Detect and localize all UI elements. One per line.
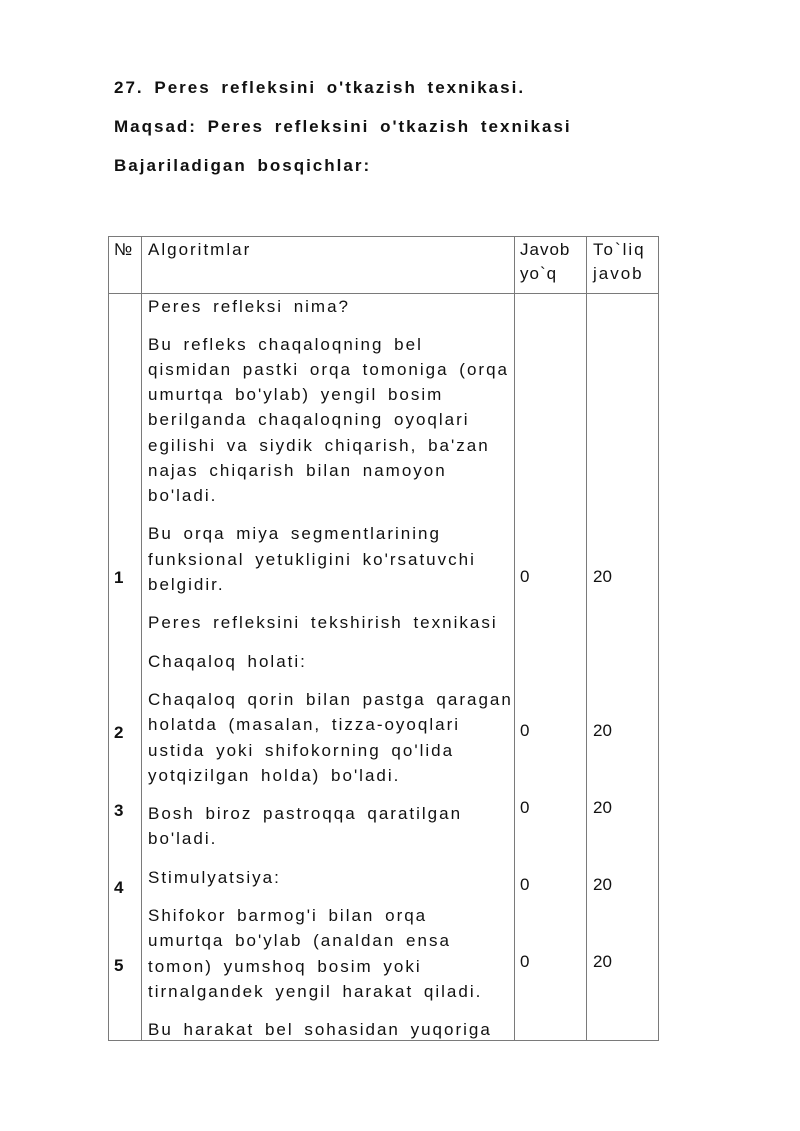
table-bottom-border xyxy=(108,1040,659,1041)
row-number: 2 xyxy=(114,723,124,742)
text-line: umurtqa bo'ylab) yengil bosim xyxy=(148,385,444,404)
col-divider-3 xyxy=(586,236,587,1041)
score-full-answer: 20 xyxy=(593,875,612,894)
text-line: Bu orqa miya segmentlarining xyxy=(148,524,441,543)
text-line: najas chiqarish bilan namoyon xyxy=(148,461,447,480)
text-line: berilganda chaqaloqning oyoqlari xyxy=(148,410,470,429)
row-number: 3 xyxy=(114,801,124,820)
text-line: yotqizilgan holda) bo'ladi. xyxy=(148,766,401,785)
text-line: qismidan pastki orqa tomoniga (orqa xyxy=(148,360,509,379)
text-line: Chaqaloq qorin bilan pastga qaragan xyxy=(148,690,513,709)
text-line: ustida yoki shifokorning qo'lida xyxy=(148,741,455,760)
text-line: egilishi va siydik chiqarish, ba'zan xyxy=(148,436,490,455)
text-line: belgidir. xyxy=(148,575,225,594)
text-line: umurtqa bo'ylab (analdan ensa xyxy=(148,931,451,950)
text-line: Peres refleksi nima? xyxy=(148,297,351,316)
score-no-answer: 0 xyxy=(520,875,530,894)
text-line: Bu refleks chaqaloqning bel xyxy=(148,335,423,354)
score-full-answer: 20 xyxy=(593,721,612,740)
col-header-no-answer-1: Javob xyxy=(520,240,571,259)
row-number: 5 xyxy=(114,956,124,975)
table-left-border xyxy=(108,236,109,1041)
text-line: funksional yetukligini ko'rsatuvchi xyxy=(148,550,476,569)
text-line: Stimulyatsiya: xyxy=(148,868,281,887)
col-header-full-answer-1: To`liq xyxy=(593,240,646,259)
score-no-answer: 0 xyxy=(520,952,530,971)
header-bottom-border xyxy=(108,293,659,294)
row-number: 4 xyxy=(114,878,124,897)
score-no-answer: 0 xyxy=(520,567,530,586)
col-divider-1 xyxy=(141,236,142,1041)
col-header-number: № xyxy=(114,240,133,259)
steps-heading: Bajariladigan bosqichlar: xyxy=(114,156,372,175)
row-number: 1 xyxy=(114,568,124,587)
text-line: tirnalgandek yengil harakat qiladi. xyxy=(148,982,483,1001)
text-line: Chaqaloq holati: xyxy=(148,652,307,671)
score-full-answer: 20 xyxy=(593,567,612,586)
col-header-no-answer-2: yo`q xyxy=(520,264,558,283)
col-header-full-answer-2: javob xyxy=(593,264,644,283)
text-line: bo'ladi. xyxy=(148,486,218,505)
table-top-border xyxy=(108,236,659,237)
text-line: Bosh biroz pastroqqa qaratilgan xyxy=(148,804,463,823)
col-header-algorithms: Algoritmlar xyxy=(148,240,252,259)
page-title: 27. Peres refleksini o'tkazish texnikasi. xyxy=(114,78,526,97)
text-line: Bu harakat bel sohasidan yuqoriga xyxy=(148,1020,492,1039)
text-line: tomon) yumshoq bosim yoki xyxy=(148,957,422,976)
text-line: bo'ladi. xyxy=(148,829,218,848)
text-line: Peres refleksini tekshirish texnikasi xyxy=(148,613,498,632)
text-line: Shifokor barmog'i bilan orqa xyxy=(148,906,428,925)
score-no-answer: 0 xyxy=(520,721,530,740)
goal-line: Maqsad: Peres refleksini o'tkazish texnikasi xyxy=(114,117,572,136)
col-divider-2 xyxy=(514,236,515,1041)
score-no-answer: 0 xyxy=(520,798,530,817)
table-right-border xyxy=(658,236,659,1041)
score-full-answer: 20 xyxy=(593,952,612,971)
text-line: holatda (masalan, tizza-oyoqlari xyxy=(148,715,461,734)
score-full-answer: 20 xyxy=(593,798,612,817)
